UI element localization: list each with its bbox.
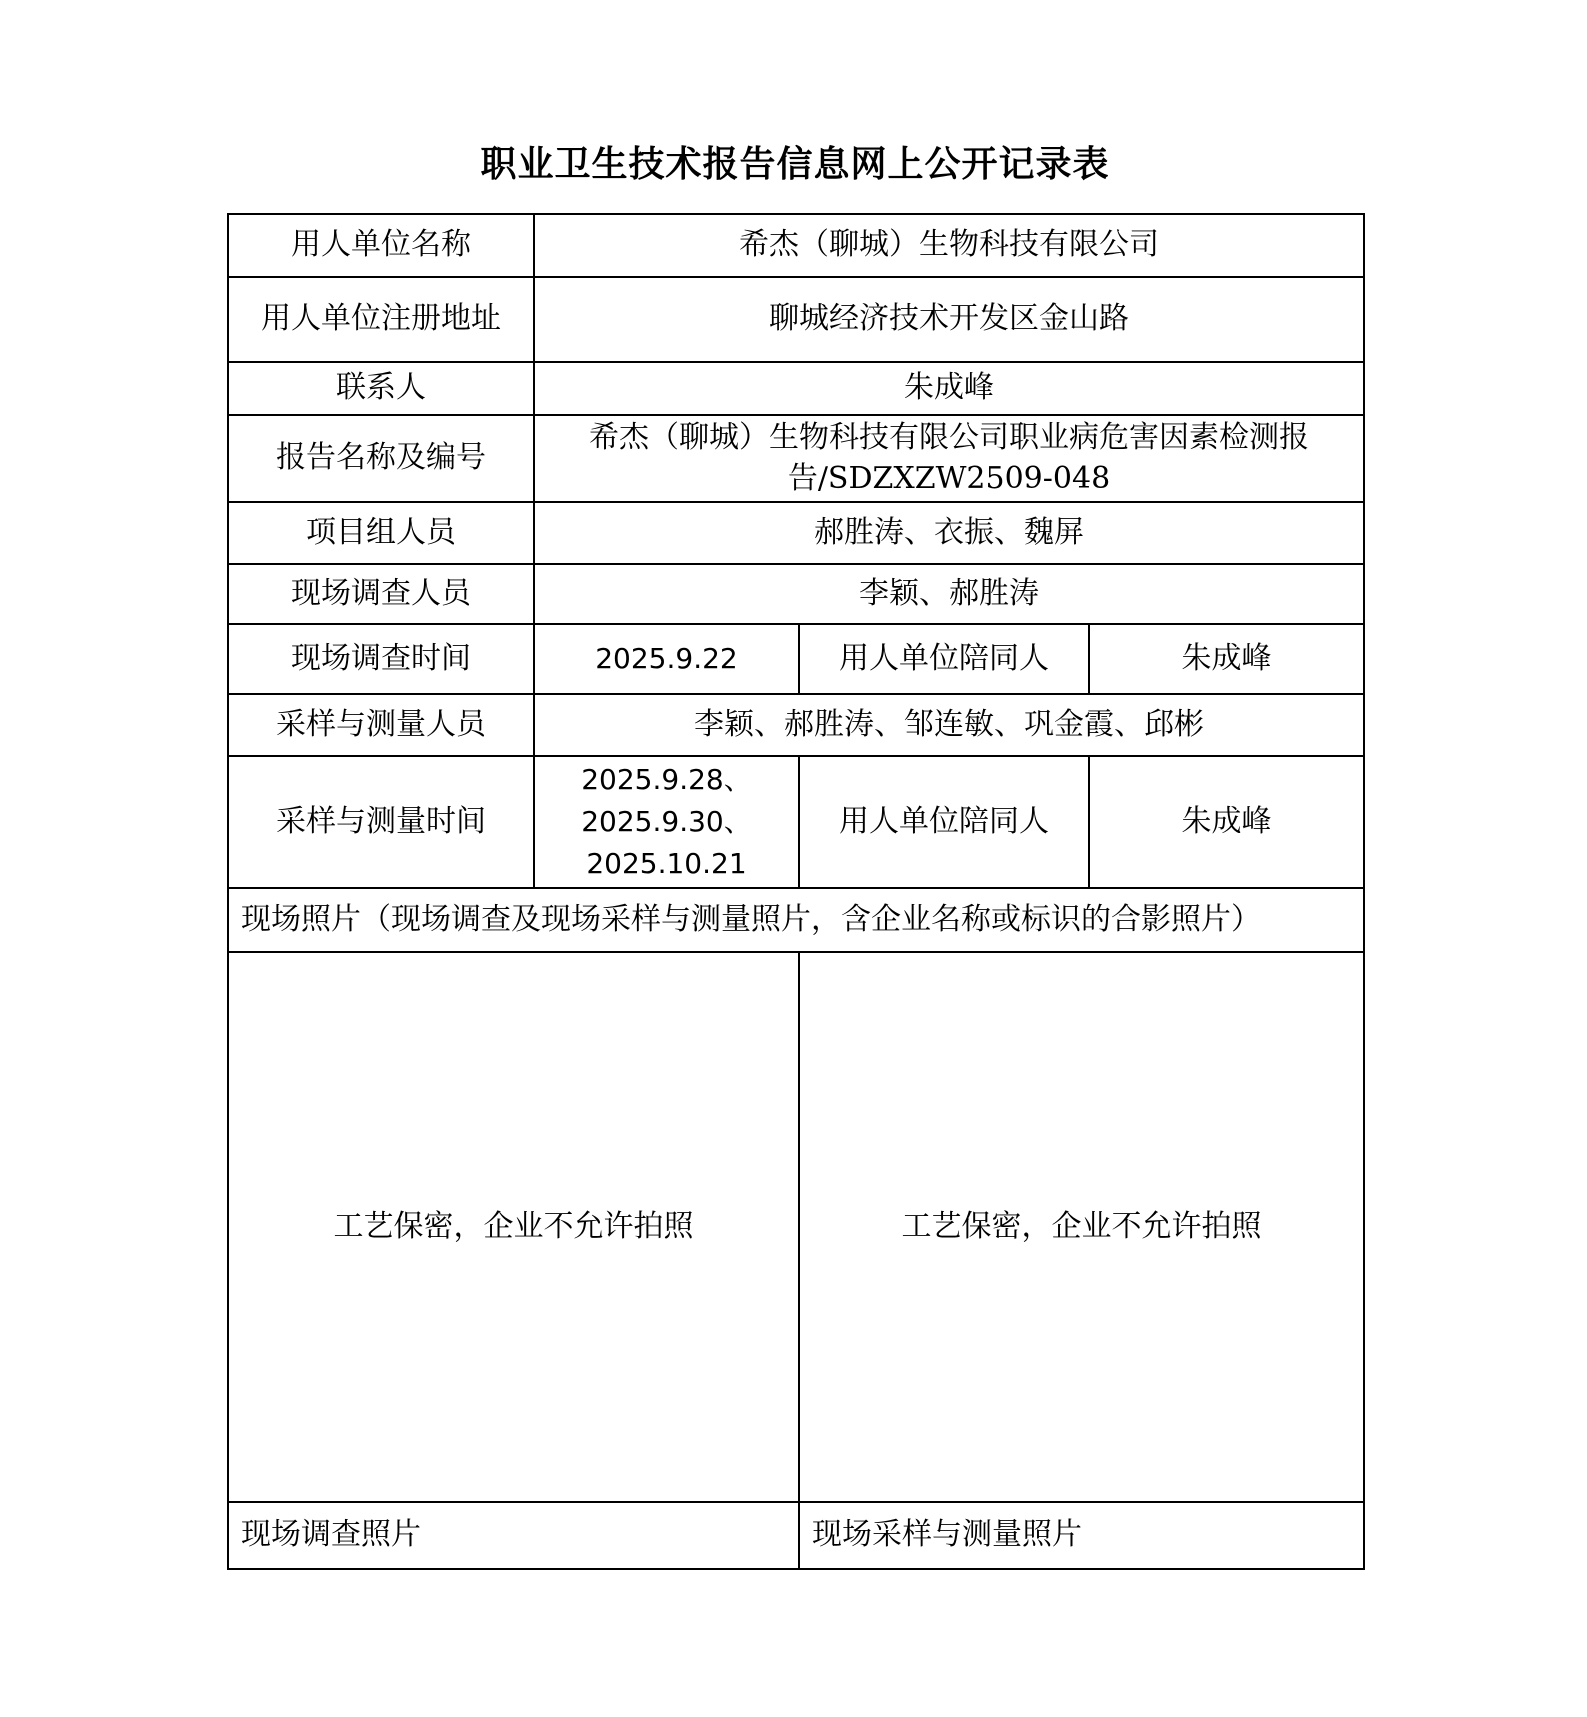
row-photos-header [228,888,1364,952]
registered-address-value: 聊城经济技术开发区金山路 [534,277,1364,362]
row-employer-name [228,214,1364,277]
site-survey-photo-placeholder: 工艺保密，企业不允许拍照 [333,1208,694,1244]
sampling-date-3: 2025.10.21 [586,847,747,880]
site-survey-photo-caption: 现场调查照片 [228,1502,799,1569]
sampling-date-1: 2025.9.28、 [581,763,752,796]
sampling-photo-placeholder: 工艺保密，企业不允许拍照 [901,1208,1262,1244]
row-photo-captions [228,1502,1364,1569]
sampling-personnel-value: 李颖、郝胜涛、邹连敏、巩金霞、邱彬 [534,694,1364,756]
registered-address-label: 用人单位注册地址 [228,277,534,362]
sampling-personnel-label: 采样与测量人员 [228,694,534,756]
site-survey-photo-area [228,952,799,1502]
row-contact-person [228,362,1364,415]
site-survey-personnel-label: 现场调查人员 [228,564,534,624]
document-title: 职业卫生技术报告信息网上公开记录表 [480,143,1110,185]
site-survey-time-value: 2025.9.22 [534,624,799,694]
employer-name-value: 希杰（聊城）生物科技有限公司 [534,214,1364,277]
site-survey-companion-value: 朱成峰 [1089,624,1364,694]
report-name-number-label: 报告名称及编号 [228,415,534,502]
row-registered-address [228,277,1364,362]
sampling-time-value [534,756,799,888]
row-photo-areas [228,952,1364,1502]
row-sampling-time [228,756,1364,888]
photos-header-label: 现场照片（现场调查及现场采样与测量照片，含企业名称或标识的合影照片） [228,888,1364,952]
sampling-photo-caption: 现场采样与测量照片 [799,1502,1364,1569]
site-survey-personnel-value: 李颖、郝胜涛 [534,564,1364,624]
report-name-number-value: 希杰（聊城）生物科技有限公司职业病危害因素检测报告/SDZXZW2509-048 [534,415,1364,502]
sampling-companion-label: 用人单位陪同人 [799,756,1089,888]
sampling-time-label: 采样与测量时间 [228,756,534,888]
employer-name-label: 用人单位名称 [228,214,534,277]
row-sampling-personnel [228,694,1364,756]
sampling-photo-area [799,952,1364,1502]
contact-person-label: 联系人 [228,362,534,415]
project-team-label: 项目组人员 [228,502,534,564]
row-report-name-number [228,415,1364,502]
sampling-date-2: 2025.9.30、 [581,805,752,838]
row-site-survey-personnel [228,564,1364,624]
sampling-companion-value: 朱成峰 [1089,756,1364,888]
contact-person-value: 朱成峰 [534,362,1364,415]
project-team-value: 郝胜涛、衣振、魏屏 [534,502,1364,564]
row-project-team [228,502,1364,564]
record-table [227,213,1365,1570]
row-site-survey-time [228,624,1364,694]
site-survey-time-label: 现场调查时间 [228,624,534,694]
site-survey-companion-label: 用人单位陪同人 [799,624,1089,694]
